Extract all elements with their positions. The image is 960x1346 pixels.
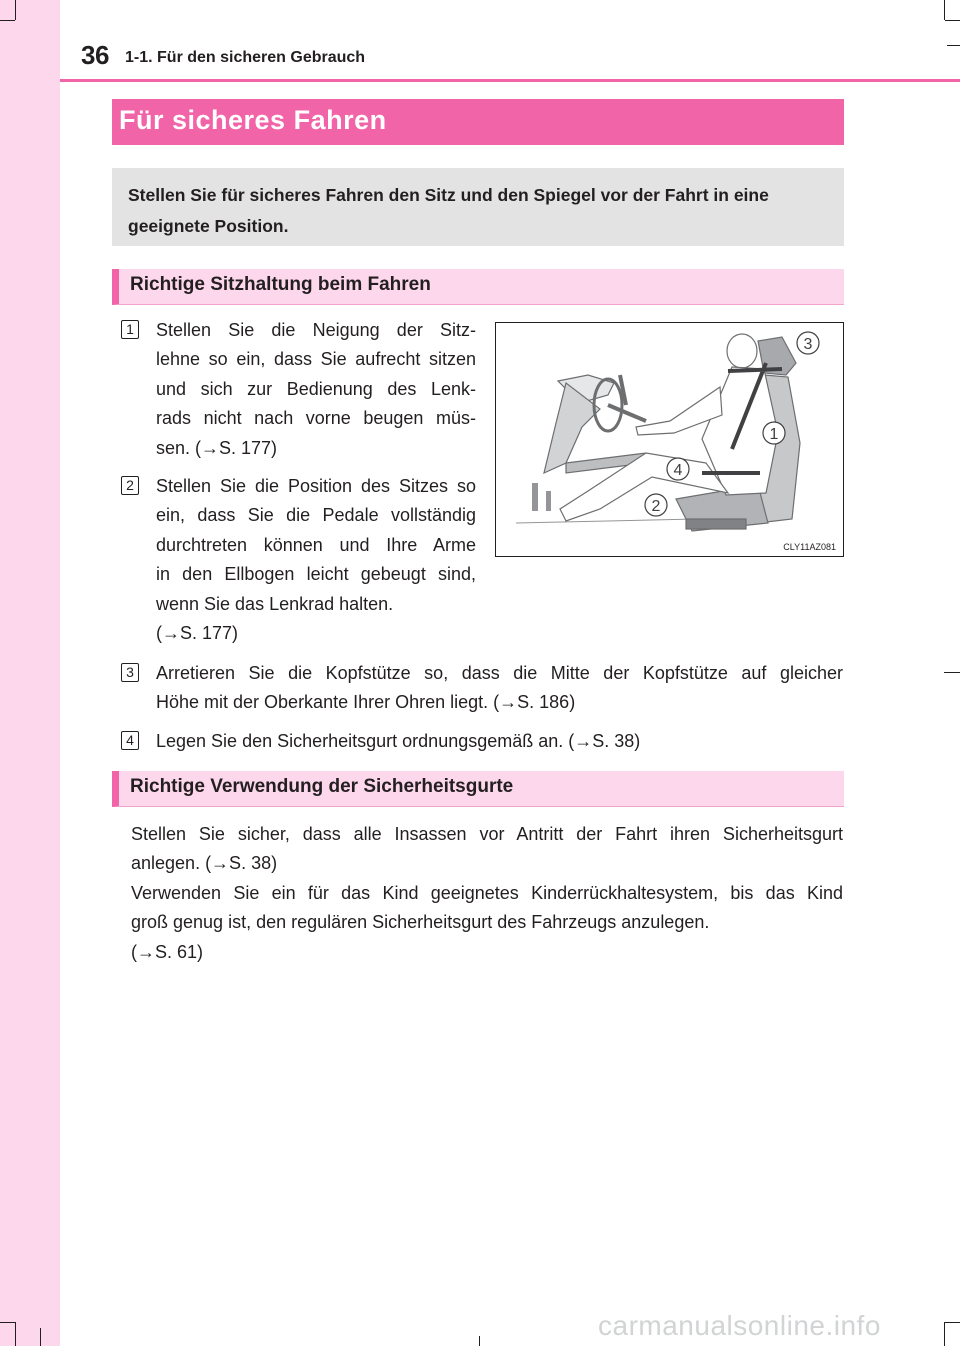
main-title: Für sicheres Fahren — [119, 105, 387, 135]
item-line: Legen Sie den Sicherheitsgurt ordnungsgemäß an. (→S. 38) — [156, 731, 641, 751]
seatbelt-heading-banner — [112, 771, 844, 807]
main-title-banner — [112, 99, 844, 145]
steering-wheel-icon — [544, 375, 646, 473]
item-number-badge: 2 — [121, 476, 139, 495]
header-rule — [60, 79, 960, 82]
item-line: rads nicht nach vorne beugen müs- — [156, 408, 476, 429]
item-number-badge: 3 — [121, 663, 139, 682]
seatbelt-heading: Richtige Verwendung der Sicherheitsgurte — [130, 776, 514, 797]
page-number: 36 — [81, 40, 109, 70]
item-line: lehne so ein, dass Sie aufrecht sitzen — [156, 349, 476, 370]
body-line: anlegen. (→S. 38) — [131, 853, 278, 874]
posture-item-4 — [156, 727, 843, 756]
figure-code: CLY11AZ081 — [783, 542, 836, 552]
posture-item-1 — [156, 316, 476, 463]
posture-item-2 — [156, 472, 476, 648]
item-line: Stellen Sie die Position des Sitzes so — [156, 476, 476, 496]
body-line: Verwenden Sie ein für das Kind geeignetes Kinderrückhaltesystem, bis das Kind — [131, 882, 843, 903]
item-line: durchtreten können und Ihre Arme — [156, 534, 476, 555]
page-side-band — [0, 0, 60, 1346]
item-line: ein, dass Sie die Pedale vollständig — [156, 505, 476, 526]
item-line: Arretieren Sie die Kopfstütze so, dass die Mitte der Kopfstütze auf gleicher — [156, 663, 843, 683]
posture-heading-banner — [112, 269, 844, 305]
driver-seat-drawing — [496, 323, 842, 555]
item-line: in den Ellbogen leicht gebeugt sind, — [156, 564, 476, 585]
pedal-icon — [532, 483, 551, 511]
callout-2: 2 — [651, 498, 661, 515]
callout-4: 4 — [673, 462, 683, 479]
body-line: Stellen Sie sicher, dass alle Insassen vor Antritt der Fahrt ihren Sicherheitsgurt — [131, 824, 843, 844]
intro-text: Stellen Sie für sicheres Fahren den Sitz und den Spiegel vor der Fahrt in eine geeignete Position. — [128, 185, 769, 236]
callout-1: 1 — [769, 426, 779, 443]
item-line: wenn Sie das Lenkrad halten. — [156, 593, 394, 614]
running-header: 1-1. Für den sicheren Gebrauch — [125, 49, 366, 66]
seating-posture-illustration — [495, 322, 844, 557]
item-line: sen. (→S. 177) — [156, 437, 278, 458]
driver-figure — [560, 334, 778, 521]
item-line: (→S. 177) — [156, 623, 239, 644]
item-number-badge: 4 — [121, 731, 139, 750]
item-line: Stellen Sie die Neigung der Sitz- — [156, 320, 476, 340]
body-line: (→S. 61) — [131, 941, 204, 962]
intro-box — [112, 168, 844, 246]
body-line: groß genug ist, den regulären Sicherheitsgurt des Fahrzeugs anzulegen. — [131, 912, 710, 933]
posture-item-3 — [156, 659, 843, 718]
seatbelt-body — [131, 820, 843, 967]
item-number-badge: 1 — [121, 320, 139, 339]
posture-heading: Richtige Sitzhaltung beim Fahren — [130, 274, 431, 295]
item-line: und sich zur Bedienung des Lenk- — [156, 378, 476, 399]
callout-3: 3 — [803, 336, 813, 353]
watermark: carmanualsonline.info — [598, 1310, 881, 1341]
item-line: Höhe mit der Oberkante Ihrer Ohren liegt. (→S. 186) — [156, 692, 576, 713]
